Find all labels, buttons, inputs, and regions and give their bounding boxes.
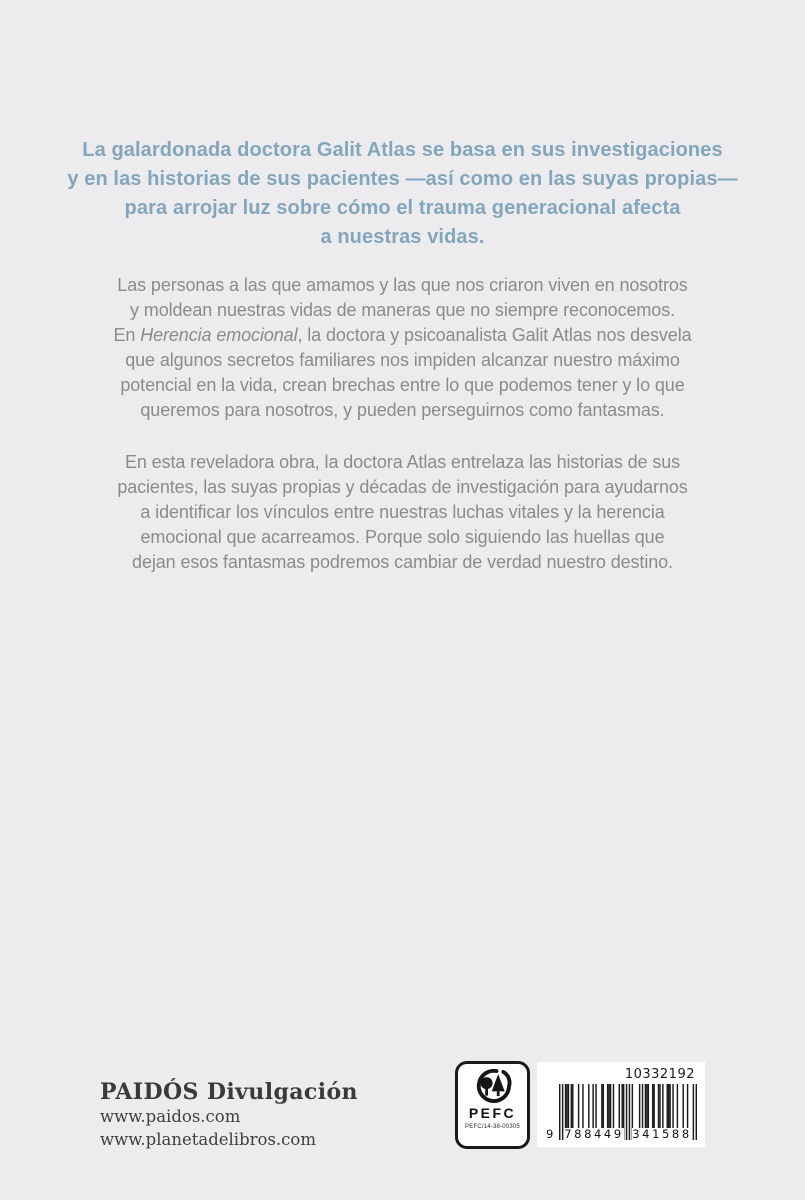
synopsis-line: que algunos secretos familiares nos impiden alcanzar nuestro máximo [125, 350, 680, 370]
synopsis-line-text: En [113, 325, 141, 345]
publisher-imprint: PAIDÓS Divulgación [100, 1079, 358, 1105]
pefc-badge [455, 1061, 530, 1149]
barcode-box [537, 1062, 705, 1147]
synopsis-line: Las personas a las que amamos y las que nos criaron viven en nosotros [117, 275, 688, 295]
pefc-label: PEFC [468, 1105, 517, 1121]
pefc-cert-number: PEFC/14-38-00305 [465, 1123, 520, 1130]
synopsis-line-text: , la doctora y psicoanalista Galit Atlas nos desvela [297, 325, 692, 345]
synopsis-line: dejan esos fantasmas podremos cambiar de verdad nuestro destino. [132, 552, 673, 572]
isbn-prefix-digit: 9 [546, 1127, 554, 1141]
isbn-digits-left: 788449 [564, 1127, 624, 1141]
sku-number: 10332192 [624, 1067, 695, 1082]
synopsis-paragraph-2 [0, 450, 805, 575]
synopsis-line: potencial en la vida, crean brechas entre lo que podemos tener y lo que [120, 375, 685, 395]
back-cover-text [0, 136, 805, 575]
publisher-url-planetadelibros: www.planetadelibros.com [100, 1129, 316, 1149]
headline [0, 136, 805, 252]
headline-line: para arrojar luz sobre cómo el trauma generacional afecta [124, 197, 681, 219]
barcode [546, 1084, 697, 1141]
synopsis-paragraph-1 [0, 273, 805, 423]
book-title-italic: Herencia emocional [140, 325, 298, 345]
pefc-logo-icon [472, 1068, 514, 1106]
synopsis-line: emocional que acarreamos. Porque solo siguiendo las huellas que [140, 527, 665, 547]
publisher-block [100, 1078, 358, 1151]
synopsis-line: queremos para nosotros, y pueden perseguirnos como fantasmas. [140, 400, 665, 420]
isbn-digits-right: 341588 [632, 1127, 692, 1141]
synopsis-line [0, 323, 805, 348]
headline-line: a nuestras vidas. [320, 226, 485, 248]
headline-line: La galardonada doctora Galit Atlas se basa en sus investigaciones [82, 139, 723, 161]
synopsis-line: En esta reveladora obra, la doctora Atlas entrelaza las historias de sus [124, 452, 681, 472]
publisher-url-paidos: www.paidos.com [100, 1107, 241, 1126]
synopsis-line: a identificar los vínculos entre nuestras luchas vitales y la herencia [140, 502, 665, 522]
synopsis-line: y moldean nuestras vidas de maneras que no siempre reconocemos. [130, 300, 675, 320]
synopsis-line: pacientes, las suyas propias y décadas de investigación para ayudarnos [117, 477, 688, 497]
headline-line: y en las historias de sus pacientes —así como en las suyas propias— [67, 168, 738, 190]
